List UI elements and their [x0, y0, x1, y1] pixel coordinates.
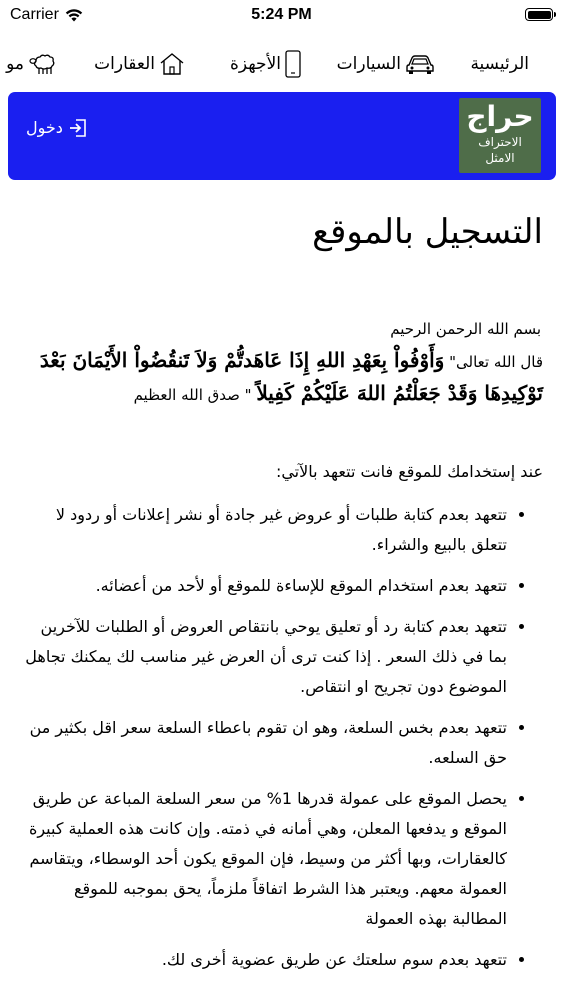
logo-subtitle-2: الامثل	[485, 151, 515, 165]
terms-item: • تتعهد بعدم سوم سلعتك عن طريق عضوية أخرى لك.	[20, 945, 507, 975]
terms-item: • تتعهد بعدم كتابة طلبات أو عروض غير جادة أو نشر إعلانات أو ردود لا تتعلق بالبيع والشراء.	[20, 500, 507, 560]
nav-devices-label: الأجهزة	[229, 54, 281, 74]
status-time: 5:24 PM	[251, 6, 312, 23]
nav-item-realestate[interactable]	[94, 46, 185, 82]
nav-item-livestock[interactable]	[6, 46, 58, 82]
status-bar	[0, 0, 563, 30]
nav-livestock-label: مو	[6, 54, 24, 74]
page-title: التسجيل بالموقع	[312, 212, 543, 252]
quote-prefix: قال الله تعالى"	[449, 353, 543, 371]
terms-item: • تتعهد بعدم استخدام الموقع للإساءة للموقع أو لأحد من أعضائه.	[20, 571, 507, 601]
login-icon	[69, 119, 87, 137]
quran-quote	[20, 345, 543, 411]
nav-item-home[interactable]	[470, 46, 529, 82]
carrier-label: Carrier	[10, 6, 59, 23]
logo-subtitle-1: الاحتراف	[478, 135, 522, 149]
nav-item-devices[interactable]	[230, 46, 301, 82]
terms-intro: عند إستخدامك للموقع فانت تتعهد بالآتي:	[275, 462, 543, 481]
terms-list	[20, 500, 543, 986]
login-button[interactable]	[26, 118, 87, 137]
logo-title: حراج	[466, 100, 534, 133]
basmala-text: بسم الله الرحمن الرحيم	[390, 320, 541, 338]
login-label: دخول	[26, 118, 63, 137]
sheep-icon	[28, 52, 58, 76]
terms-item: • تتعهد بعدم بخس السلعة، وهو ان تقوم باعطاء السلعة سعر اقل بكثير من حق السلعه.	[20, 713, 507, 773]
quote-ayah: وَأَوْفُواْ بِعَهْدِ اللهِ إِذَا عَاهَدتُّمْ وَلاَ تَنقُضُواْ الأَيْمَانَ بَعْدَ تَوْكِيدِهَا وَقَدْ جَعَلْتُمُ اللهَ عَلَيْكُمْ كَفِيلاً	[39, 348, 543, 405]
site-logo[interactable]	[459, 98, 541, 173]
header-bar	[8, 92, 556, 180]
nav-item-cars[interactable]	[337, 46, 435, 82]
nav-realestate-label: العقارات	[94, 54, 155, 74]
quote-suffix: " صدق الله العظيم	[133, 386, 252, 404]
nav-cars-label: السيارات	[336, 54, 401, 74]
phone-icon	[285, 50, 301, 78]
nav-home-label: الرئيسية	[470, 54, 529, 74]
terms-item: • يحصل الموقع على عمولة قدرها 1% من سعر السلعة المباعة عن طريق الموقع و يدفعها المعلن، وهي أمانه في ذمته. وإن كانت هذه العملية كبيرة كالعقارات، وبها أكثر من وسيط، فإن الموقع يكون أحد الوسطاء، ويتقاسم العمولة معهم. ويعتبر هذا الشرط اتفاقاً ملزماً، يحق بموجبه للموقع المطالبة بهذه العمولة	[20, 784, 507, 934]
category-nav	[0, 40, 563, 90]
battery-icon	[525, 8, 553, 21]
terms-item: • تتعهد بعدم كتابة رد أو تعليق يوحي بانتقاص العروض أو الطلبات للآخرين بما في ذلك السعر . إذا كنت ترى أن العرض غير مناسب لك يمكنك تجاهل الموضوع دون تجريح او انتقاص.	[20, 612, 507, 702]
house-icon	[159, 52, 185, 76]
car-icon	[405, 53, 435, 75]
